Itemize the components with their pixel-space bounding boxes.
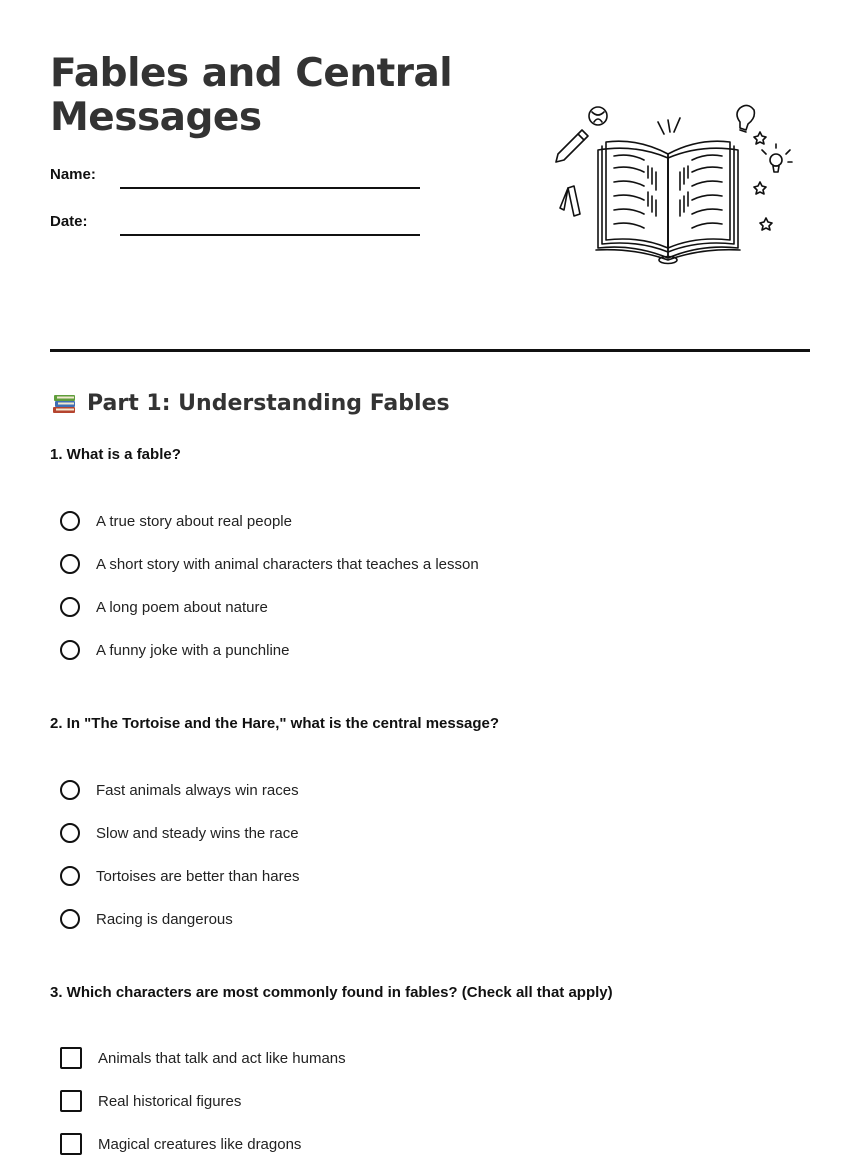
option-label: A funny joke with a punchline	[96, 641, 290, 659]
radio-button[interactable]	[60, 780, 80, 800]
q2-option-a[interactable]	[60, 780, 299, 800]
question-3: 3. Which characters are most commonly found in fables? (Check all that apply)	[50, 984, 613, 1001]
option-label: A short story with animal characters that teaches a lesson	[96, 555, 479, 573]
q3-option-a[interactable]	[60, 1047, 346, 1069]
q2-option-b[interactable]	[60, 823, 299, 843]
radio-button[interactable]	[60, 597, 80, 617]
option-label: Fast animals always win races	[96, 781, 299, 799]
q1-option-c[interactable]	[60, 597, 268, 617]
radio-button[interactable]	[60, 909, 80, 929]
checkbox[interactable]	[60, 1133, 82, 1155]
radio-button[interactable]	[60, 866, 80, 886]
open-book-doodle-icon	[550, 98, 800, 268]
q2-option-d[interactable]	[60, 909, 233, 929]
option-label: Slow and steady wins the race	[96, 824, 299, 842]
option-label: Animals that talk and act like humans	[98, 1049, 346, 1067]
radio-button[interactable]	[60, 554, 80, 574]
checkbox[interactable]	[60, 1090, 82, 1112]
part1-title	[50, 389, 450, 417]
section-divider	[50, 349, 810, 352]
name-field[interactable]	[120, 187, 420, 189]
option-label: A long poem about nature	[96, 598, 268, 616]
q1-option-a[interactable]	[60, 511, 292, 531]
radio-button[interactable]	[60, 640, 80, 660]
q2-option-c[interactable]	[60, 866, 299, 886]
radio-button[interactable]	[60, 511, 80, 531]
worksheet-title: Fables and Central Messages	[50, 51, 453, 140]
books-icon	[50, 389, 78, 417]
q3-option-b[interactable]	[60, 1090, 241, 1112]
option-label: Magical creatures like dragons	[98, 1135, 302, 1153]
option-label: Real historical figures	[98, 1092, 242, 1110]
checkbox[interactable]	[60, 1047, 82, 1069]
name-label: Name:	[50, 166, 96, 183]
radio-button[interactable]	[60, 823, 80, 843]
option-label: A true story about real people	[96, 512, 292, 530]
q1-option-b[interactable]	[60, 554, 479, 574]
q3-option-c[interactable]	[60, 1133, 301, 1155]
option-label: Racing is dangerous	[96, 910, 233, 928]
option-label: Tortoises are better than hares	[96, 867, 300, 885]
question-1: 1. What is a fable?	[50, 446, 181, 463]
date-label: Date:	[50, 213, 88, 230]
question-2: 2. In "The Tortoise and the Hare," what is the central message?	[50, 715, 500, 732]
date-field[interactable]	[120, 234, 420, 236]
q1-option-d[interactable]	[60, 640, 289, 660]
part1-title-text: Part 1: Understanding Fables	[87, 390, 450, 416]
